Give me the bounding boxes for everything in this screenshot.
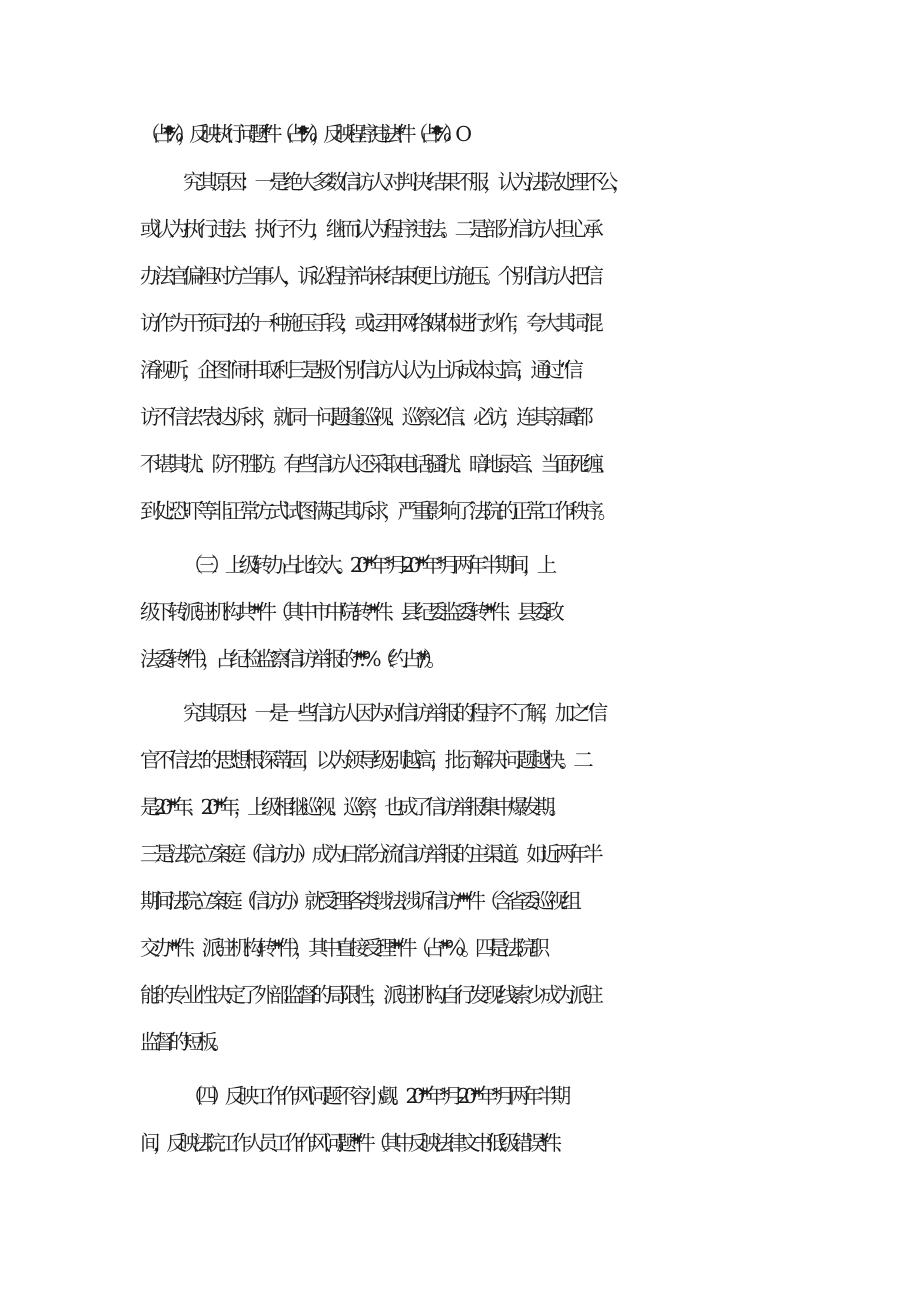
text-line: 监督的短板。 [140,1030,226,1054]
text-line: 是20**年、20**年，上级相继巡视、巡察，也成了信访举报集中爆发期。 [140,795,563,819]
text-line: 到处恐吓等非正常方式试图满足其诉求，严重影响了法院的正常工作秩序。 [140,499,612,523]
text-line: 期间法院立案庭（信访办）就受理各类涉法涉诉信访***件（含省委巡视组 [140,889,576,913]
text-line: （四）反映工作作风问题不容小觑。20**年*月-20**年*月两年半期 [183,1084,565,1108]
text-line: 或认为执行违法、执行不力，继而认为程序违法。二是部分信访人担心承 [140,217,598,241]
text-line: 究其原因：一是一些信访人因为对信访举报的程序不了解，加之“信 [183,701,602,725]
text-line: 官不信法”的思想根深蒂固，以为领导级别越高，批示解决问题越快。二 [140,748,588,772]
text-line: 究其原因：一是绝大多数信访人对判决结果不服，认为法院处理不公， [183,170,627,194]
text-line: （三）上级转办占比较大。20**年*月-20**年*月两年半期间，上 [183,553,551,577]
text-line: 三是法院立案庭（信访办）成为日常分流信访举报的主渠道。如近两年半 [140,842,598,866]
text-line: 交办**件、派驻机构转**件），其中直接受理**件（占**%）。四是法院职 [140,936,544,960]
text-line: 间，反映法院工作人员工作作风问题**件（其中反映法律文书低级错误*件、 [140,1131,568,1155]
text-line: 级下转派驻机构共**件（其中市中院转**件、县纪委监委转**件、县委政 [140,600,558,624]
text-line: 淆视听，企图“闹中取利三是极个别信访人认为上诉成本过高，通过“信 [140,358,578,382]
text-line: 能的专业性决定了外部监督的局限性，派驻机构自行发现线索少成为派驻 [140,983,598,1007]
text-line: （占**. *%），反映执行问题*件（占**. *%），反映程序违法*件（占**. *%）O [140,122,464,146]
text-line: 访不信法”表达诉求，就同一问题逢巡视、巡察必信、必访，连其亲属都 [140,405,588,429]
text-line: 法委转*件），占纪检监察信访举报的**. *%（约占*/*）。 [140,647,441,671]
text-line: 办法官偏袒对方当事人，诉讼程序尚未结束便上访施压。个别信访人把信 [140,264,598,288]
text-line: 不堪其扰、防不胜防。有些信访人还采取电话骚扰、暗地录音、当面死缠、 [140,452,612,476]
text-line: 访作为干预司法的一种施压手段，或运用网络媒体进行炒作，夸大其词混 [140,311,598,335]
